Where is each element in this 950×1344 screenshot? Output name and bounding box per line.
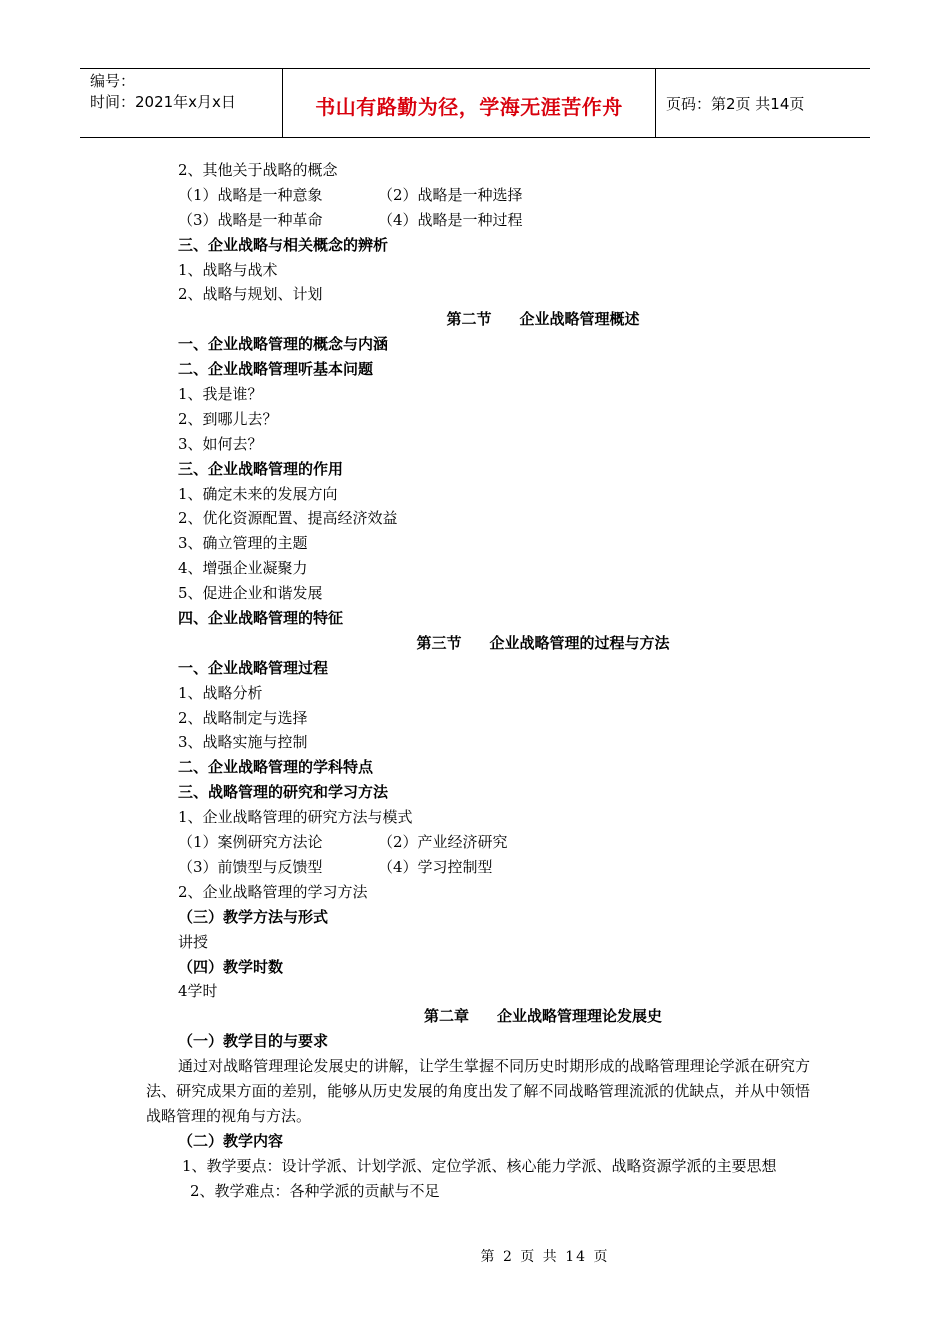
text-line: 1、企业战略管理的研究方法与模式 (178, 808, 413, 827)
header-time: 时间：2021年x月x日 (90, 93, 236, 111)
text-line-pair (146, 855, 810, 880)
subheading: 一、企业战略管理过程 (178, 658, 329, 677)
section-title (146, 631, 810, 656)
chapter-title (146, 1004, 810, 1029)
header-page-label: 页码：第2页 共14页 (666, 94, 805, 113)
list-item: （1）案例研究方法论 (178, 833, 323, 852)
subheading: 一、企业战略管理的概念与内涵 (178, 335, 389, 354)
document-body (146, 158, 810, 1203)
text-line: 2、到哪儿去？ (178, 409, 278, 428)
header-middle-cell (282, 69, 656, 137)
text-line: 4、增强企业凝聚力 (178, 559, 308, 578)
list-item: （2）战略是一种选择 (378, 185, 523, 204)
text-line: 1、战略分析 (178, 683, 263, 702)
header-right-cell (656, 69, 870, 137)
paragraph: 1、教学要点：设计学派、计划学派、定位学派、核心能力学派、战略资源学派的主要思想 (182, 1156, 777, 1175)
list-item: （3）前馈型与反馈型 (178, 857, 323, 876)
header-number: 编号： (90, 72, 136, 90)
text-line: 2、其他关于战略的概念 (178, 161, 338, 179)
text-line: 2、战略与规划、计划 (178, 285, 323, 304)
text-line: 3、如何去？ (178, 434, 263, 453)
subheading: 三、企业战略与相关概念的辨析 (178, 235, 389, 254)
subheading: （二）教学内容 (178, 1131, 284, 1150)
subheading: 二、企业战略管理听基本问题 (178, 360, 374, 379)
header-left-cell (80, 69, 282, 137)
list-item: （4）学习控制型 (378, 857, 493, 876)
text-line: 2、教学难点：各种学派的贡献与不足 (190, 1181, 440, 1200)
text-line: 3、确立管理的主题 (178, 534, 308, 553)
subheading: 三、战略管理的研究和学习方法 (178, 783, 389, 802)
subheading: 二、企业战略管理的学科特点 (178, 758, 374, 777)
text-line: 1、确定未来的发展方向 (178, 484, 338, 503)
section-name: 企业战略管理的过程与方法 (489, 633, 670, 652)
list-item: （2）产业经济研究 (378, 833, 508, 852)
header-motto: 书山有路勤为径，学海无涯苦作舟 (315, 94, 623, 119)
list-item: （4）战略是一种过程 (378, 210, 523, 229)
section-name: 企业战略管理概述 (519, 310, 640, 329)
text-line-pair (146, 830, 810, 855)
text-line-pair (146, 183, 810, 208)
subheading: 四、企业战略管理的特征 (178, 609, 344, 628)
text-line: 1、我是谁？ (178, 385, 263, 404)
section-number: 第三节 (416, 633, 462, 652)
section-number: 第二节 (446, 310, 492, 329)
page-header (80, 68, 870, 138)
text-line: 3、战略实施与控制 (178, 733, 308, 752)
text-line: 2、企业战略管理的学习方法 (178, 882, 368, 901)
text-line: 2、战略制定与选择 (178, 708, 308, 727)
text-line: 5、促进企业和谐发展 (178, 584, 323, 603)
paragraph: 通过对战略管理理论发展史的讲解，让学生掌握不同历史时期形成的战略管理理论学派在研究方法、研究成果方面的差别，能够从历史发展的角度出发了解不同战略管理流派的优缺点，并从中领悟战略管理的视角与方法。 (146, 1057, 810, 1125)
chapter-number: 第二章 (423, 1007, 469, 1026)
subheading: （一）教学目的与要求 (178, 1032, 329, 1051)
text-line: 讲授 (178, 932, 209, 951)
subheading: 三、企业战略管理的作用 (178, 459, 344, 478)
subheading: （四）教学时数 (178, 957, 284, 976)
section-title (146, 307, 810, 332)
subheading: （三）教学方法与形式 (178, 907, 329, 926)
text-line-pair (146, 208, 810, 233)
text-line: 1、战略与战术 (178, 260, 278, 279)
text-line: 4学时 (178, 982, 218, 1001)
list-item: （3）战略是一种革命 (178, 210, 323, 229)
chapter-name: 企业战略管理理论发展史 (497, 1007, 663, 1026)
page-footer: 第 2 页 共 14 页 (480, 1249, 610, 1265)
list-item: （1）战略是一种意象 (178, 185, 323, 204)
text-line: 2、优化资源配置、提高经济效益 (178, 509, 398, 528)
